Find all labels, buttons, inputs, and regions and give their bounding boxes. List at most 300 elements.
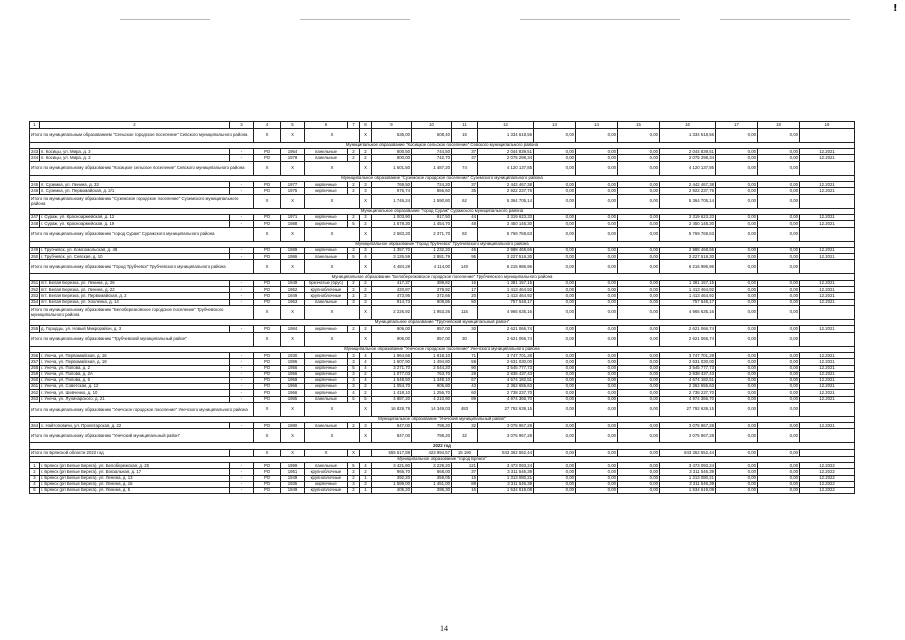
address-cell: г. Унеча, ул. Первомайская, д. 16 [40,353,230,359]
table-cell: 0,00 [534,254,576,260]
section-heading-row [30,456,855,463]
column-number: 11 [452,122,478,129]
table-cell: 12.2021 [800,287,855,293]
table-cell: 1 451,00 [412,481,452,487]
subtotal-value: 0,00 [716,402,758,416]
table-cell: 12.2021 [800,384,855,390]
address-cell: д. Городцы, ул. Новый Микрорайон, д. 3 [40,326,230,332]
table-cell: 0,00 [758,182,800,188]
subtotal-x: X [360,227,372,241]
table-cell: 3 545 777,73 [478,365,534,371]
table-cell: 0,00 [618,481,660,487]
table-cell: 12.2021 [800,299,855,305]
table-cell: 0,00 [576,281,618,287]
table-cell: 2 [360,155,372,161]
table-cell: панельные [305,254,348,260]
table-cell: 2 [348,475,360,481]
section-heading: Муниципальное образование "город Брянск" [30,456,855,463]
table-cell: 2 [348,469,360,475]
table-cell: 0,00 [758,371,800,377]
table-cell: 12.2021 [800,155,855,161]
table-cell: 3 319 623,33 [478,215,534,221]
address-cell: г. Унеча, ул. Первомайская, д. 18 [40,359,230,365]
table-cell: 0,00 [534,248,576,254]
subtotal-x: X [305,305,360,319]
table-cell: РО [254,481,281,487]
table-cell: 763,70 [412,371,452,377]
table-cell: 2 631 030,00 [660,359,716,365]
table-cell: 0,00 [534,481,576,487]
table-cell: 3 747 701,28 [478,353,534,359]
table-cell: 0,00 [758,396,800,402]
subtotal-value: 0,00 [758,161,800,175]
table-cell: - [230,384,254,390]
table-cell: 1 256,70 [412,390,452,396]
grand-total-value: 0,00 [716,450,758,457]
table-cell: 3 [360,423,372,429]
subtotal-x: X [305,332,360,346]
table-cell: 3 421,90 [372,463,412,469]
subtotal-value: 0,00 [618,332,660,346]
subtotal-x: X [254,194,281,208]
subtotal-value: 0,00 [534,227,576,241]
section-heading-row [30,346,855,353]
subtotal-value: 30 [452,332,478,346]
table-cell: 0,00 [758,287,800,293]
subtotal-label: Итого по муниципальному образованию "Город Трубчевск" Трубчевского муниципального района [30,260,254,274]
table-cell: 262 [31,389,39,395]
table-cell: - [230,281,254,287]
subtotal-x: X [305,227,360,241]
table-cell: 3 075 967,28 [478,423,534,429]
table-cell: - [230,248,254,254]
table-cell [800,305,855,319]
table-cell: 0,00 [576,293,618,299]
table-cell [800,450,855,457]
table-cell: 1985 [281,396,305,402]
subtotal-value: 2 226,92 [372,305,412,319]
subtotal-x: X [281,305,305,319]
table-cell: 906,80 [412,384,452,390]
table-cell: 2 [348,149,360,155]
section-heading-row [30,319,855,326]
page-number: 14 [440,624,448,633]
table-cell: панельные [305,149,348,155]
table-cell: кирпичные [305,353,348,359]
table-cell: 2 881,79 [412,254,452,260]
subtotal-x: X [360,402,372,416]
table-cell: 251 [31,280,39,286]
table-cell: 0,00 [716,215,758,221]
table-cell: 95 [452,254,478,260]
table-cell: РО [254,463,281,469]
table-cell: 1 348,10 [412,377,452,383]
subtotal-x: X [360,305,372,319]
table-cell: 3 473 093,24 [660,463,716,469]
table-cell: панельные [305,299,348,305]
address-cell: г. Трубчевск, ул. Комсомольская, д. 48 [40,248,230,254]
table-cell: 121 [452,463,478,469]
subtotal-value: 1 487,20 [412,161,452,175]
table-cell: 2 [348,287,360,293]
table-cell: 0,00 [576,326,618,332]
table-cell: РО [254,254,281,260]
table-cell: РО [254,287,281,293]
table-cell: 1 054,70 [372,384,412,390]
table-cell: 1 534 619,08 [660,488,716,494]
table-cell: 245 [31,181,39,187]
table-cell: 724,20 [412,182,452,188]
subtotal-x: X [254,161,281,175]
table-cell: 3 473 093,24 [478,463,534,469]
subtotal-value: 847,00 [372,429,412,443]
table-cell: РО [254,188,281,194]
table-cell: 0,00 [716,149,758,155]
table-cell: 263 [31,396,39,401]
subtotal-value: 4 965 635,16 [478,305,534,319]
table-cell: крупноблочные [305,469,348,475]
table-cell: 0,00 [576,155,618,161]
table-cell: 44 [452,215,478,221]
table-cell: 0,00 [534,384,576,390]
address-cell: г. Брянск (рп Белые Берега), ул. Белобережская, д. 25 [40,463,230,469]
table-cell: 0,00 [758,463,800,469]
subtotal-x: X [281,429,305,443]
column-number: 16 [660,122,716,129]
table-cell: 0,00 [758,481,800,487]
scan-artifact [300,19,410,20]
table-cell: 2 [348,281,360,287]
subtotal-value: 5 364 705,14 [478,194,534,208]
table-cell: 45 [452,248,478,254]
subtotal-x: X [281,332,305,346]
column-number: 14 [576,122,618,129]
grand-total-value: 0,00 [618,450,660,457]
table-cell: 0,00 [534,475,576,481]
table-cell: 43 [452,384,478,390]
section-heading: Муниципальное образование "Город Трубчевск" Трубчевского муниципального района [30,241,855,248]
table-cell: 1930 [281,353,305,359]
table-cell: 0,00 [576,254,618,260]
table-cell: 2 922 237,76 [660,188,716,194]
subtotal-x: X [305,194,360,208]
table-cell: 2 922 237,76 [478,188,534,194]
subtotal-label: Итого по муниципальному образованию "город Сураж" Суражского муниципального района [30,227,254,241]
table-cell: 12.2021 [800,182,855,188]
table-cell: 1 [360,488,372,494]
table-cell: 2 [348,188,360,194]
table-cell: РО [254,488,281,494]
table-cell: РО [254,293,281,299]
table-cell: 16 [452,488,478,494]
column-number: 6 [305,122,348,129]
table-cell: кирпичные [305,371,348,377]
table-cell: 757 548,17 [660,299,716,305]
subtotal-value: 0,00 [618,128,660,142]
table-cell: 5 [348,254,360,260]
table-cell: 1949 [281,488,305,494]
table-cell: 0,00 [576,396,618,402]
subtotal-value: 0,00 [758,128,800,142]
table-cell: 5 [360,396,372,402]
subtotal-x: X [254,332,281,346]
table-cell: X [254,450,281,457]
table-cell: 395,30 [412,488,452,494]
table-cell: 1956 [281,365,305,371]
table-cell: РО [254,149,281,155]
table-cell: 0,00 [576,221,618,227]
table-cell: 1964 [281,149,305,155]
table-cell: 976,74 [372,188,412,194]
table-cell: кирпичные [305,248,348,254]
subtotal-value: 0,00 [716,332,758,346]
table-cell: 12.2021 [800,293,855,299]
table-cell: 1949 [281,293,305,299]
table-cell: 0,00 [716,353,758,359]
table-cell: - [230,463,254,469]
table-cell: 4 [360,377,372,383]
table-cell: 0,00 [576,423,618,429]
table-cell: 0,00 [534,149,576,155]
column-number: 18 [758,122,800,129]
subtotal-value: 1 334 618,56 [660,128,716,142]
table-cell: 12.2021 [800,215,855,221]
table-cell: - [230,390,254,396]
table-cell: 0,00 [758,390,800,396]
table-cell: кирпичные [305,188,348,194]
table-cell: крупноблочные [305,488,348,494]
table-cell: 12.2021 [800,359,855,365]
table-cell: 769,50 [372,182,412,188]
subtotal-row [30,128,855,142]
table-cell: 0,00 [758,254,800,260]
subtotal-x: X [305,402,360,416]
subtotal-label: Итого по муниципальному образованию "Трубчевский муниципальный район" [30,332,254,346]
table-cell: 2 [360,326,372,332]
table-cell: 0,00 [716,299,758,305]
table-cell: РО [254,248,281,254]
table-cell: 0,00 [758,155,800,161]
subtotal-x: X [360,332,372,346]
subtotal-value: 27 792 639,15 [660,402,716,416]
address-cell: г. Унеча, ул. Попова, д. 2А [40,371,230,377]
subtotal-x: X [305,161,360,175]
table-cell: 12.2022 [800,488,855,494]
address-cell: г. Унеча, ул. Попова, д. 6 [40,377,230,383]
table-cell: 0,00 [618,377,660,383]
subtotal-value: 2 621 066,74 [660,332,716,346]
table-cell: 0,00 [576,384,618,390]
table-cell: 868,00 [412,469,452,475]
table-cell: РО [254,377,281,383]
table-cell: 2 838 437,43 [660,371,716,377]
subtotal-x: X [281,260,305,274]
table-cell: кирпичные [305,377,348,383]
table-cell: 252 [31,286,39,292]
table-cell: 2 621 066,74 [478,326,534,332]
subtotal-x: X [281,227,305,241]
table-cell: 0,00 [618,281,660,287]
table-cell: 12.2021 [800,423,855,429]
section-heading-row [30,241,855,248]
table-cell: кирпичные [305,182,348,188]
table-cell: 1 381 157,15 [478,281,534,287]
grand-total-value: 555 517,89 [372,450,412,457]
table-cell: 4 [348,390,360,396]
table-cell [800,194,855,208]
subtotal-value: 0,00 [576,332,618,346]
table-cell: 0,00 [716,396,758,402]
table-cell: 0,00 [758,423,800,429]
table-cell: 0,00 [618,371,660,377]
subtotal-value: 0,00 [758,227,800,241]
table-cell: 2 [348,293,360,299]
subtotal-label: Итого по муниципальному образованию "Суземское городское поселение" Суземского муниципального района [30,194,254,208]
table-cell: 2 [360,281,372,287]
table-cell: 359,05 [412,475,452,481]
subtotal-value: 0,00 [758,305,800,319]
table-cell: 4 674 182,51 [660,377,716,383]
subtotal-value: 535,00 [372,128,412,142]
table-cell: 2 [360,469,372,475]
table-cell: 392,20 [372,475,412,481]
table-cell: кирпичные [305,390,348,396]
table-cell: 2 442 467,38 [660,182,716,188]
address-cell: п. Суземка, ул. Первомайская, д. 2/1 [40,188,230,194]
table-cell: 0,00 [716,377,758,383]
table-cell: 3 [360,215,372,221]
table-cell: 20 [452,293,478,299]
subtotal-x: X [254,227,281,241]
table-cell: 3 [360,481,372,487]
address-cell: г. Унеча, ул. Советская, д. 12 [40,384,230,390]
table-cell: 259 [31,371,39,377]
table-cell: 1 494,80 [412,359,452,365]
table-cell: 12.2021 [800,396,855,402]
table-cell [800,128,855,142]
table-cell: 917,50 [412,215,452,221]
grand-total-value: 0,00 [534,450,576,457]
table-cell: - [230,149,254,155]
table-cell: 2 631 030,00 [478,359,534,365]
table-cell: 67 [452,377,478,383]
table-cell: 0,00 [534,293,576,299]
table-cell: 1 413 464,92 [478,287,534,293]
table-cell: 1963 [281,299,305,305]
subtotal-x: X [254,305,281,319]
table-cell: 2 075 298,34 [660,155,716,161]
table-cell: 0,00 [758,188,800,194]
subtotal-x: X [360,161,372,175]
grand-total-value: 15 190 [452,450,478,457]
table-cell: 17 [452,287,478,293]
table-cell: 420,87 [372,287,412,293]
subtotal-value: 74 [452,161,478,175]
table-cell: - [230,488,254,494]
subtotal-row [30,260,855,274]
table-cell: 37 [452,155,478,161]
table-cell: 3 126,59 [372,254,412,260]
table-cell: 12.2021 [800,254,855,260]
table-cell: 0,00 [618,359,660,365]
table-cell: 257 [31,358,39,364]
subtotal-value: 0,00 [618,260,660,274]
table-cell: 3 [360,182,372,188]
table-cell: 2 [360,384,372,390]
table-cell: 1 381 157,15 [660,281,716,287]
table-cell: 2 [348,326,360,332]
subtotal-x: X [305,128,360,142]
table-cell: 0,00 [534,353,576,359]
subtotal-value: 5 364 705,14 [660,194,716,208]
subtotal-value: 1 601,50 [372,161,412,175]
section-heading: Муниципальное образование "город Сураж" Суражского муниципального района [30,208,855,215]
subtotal-value: 0,00 [716,305,758,319]
table-cell: 0,00 [716,488,758,494]
table-cell: 89 [452,396,478,402]
table-cell: 4 887,20 [372,396,412,402]
subtotal-value: 0,00 [534,128,576,142]
subtotal-value: 5 769 768,63 [478,227,534,241]
table-cell: 1 534 619,08 [478,488,534,494]
table-cell: кирпичные [305,221,348,227]
column-number: 4 [254,122,281,129]
table-cell: 2 621 066,74 [660,326,716,332]
corner-mark: ! [893,3,898,14]
table-cell: 808,86 [412,299,452,305]
table-cell: 417,37 [372,281,412,287]
table-cell: 58 [452,359,478,365]
table-cell: 1 454,70 [412,221,452,227]
table-cell: 1935 [281,481,305,487]
table-cell: - [230,371,254,377]
table-cell: 0,00 [716,475,758,481]
table-cell: 2 450 145,30 [660,221,716,227]
table-cell: 12.2021 [800,390,855,396]
column-number: 9 [372,122,412,129]
table-cell: 90 [452,365,478,371]
address-cell: г. Сураж, ул. Красноармейская, д. 19 [40,221,230,227]
address-cell: г. Унеча, ул. Шевченко, д. 10 [40,390,230,396]
table-cell: - [230,215,254,221]
table-cell: 3 311 546,39 [478,469,534,475]
subtotal-value: 4 114,00 [412,260,452,274]
address-cell: г. Брянск (рп Белые Берега), ул. Ленина, д. 16 [40,481,230,487]
address-cell: г. Брянск (рп Белые Берега), ул. Ленина, д. 13 [40,475,230,481]
table-cell: 2 [348,423,360,429]
table-row [30,488,855,494]
subtotal-value: 0,00 [716,260,758,274]
table-cell: 1999 [281,463,305,469]
subtotal-value: 0,00 [716,161,758,175]
table-cell: 3 075 967,28 [660,423,716,429]
table-cell: 0,00 [716,384,758,390]
table-cell: 1966 [281,390,305,396]
address-cell: пгт. Белая Березка, ул. Ленина, д. 22 [40,287,230,293]
table-cell: 3 545 777,73 [660,365,716,371]
table-cell: панельные [305,423,348,429]
table-cell: 1977 [281,182,305,188]
subtotal-value: 0,00 [618,402,660,416]
table-cell: 800,00 [372,155,412,161]
table-cell: 800,50 [372,149,412,155]
table-cell: 0,00 [534,365,576,371]
table-cell: РО [254,390,281,396]
table-cell: РО [254,326,281,332]
table-cell: 3 [348,359,360,365]
table-cell: РО [254,423,281,429]
table-cell: кирпичные [305,384,348,390]
